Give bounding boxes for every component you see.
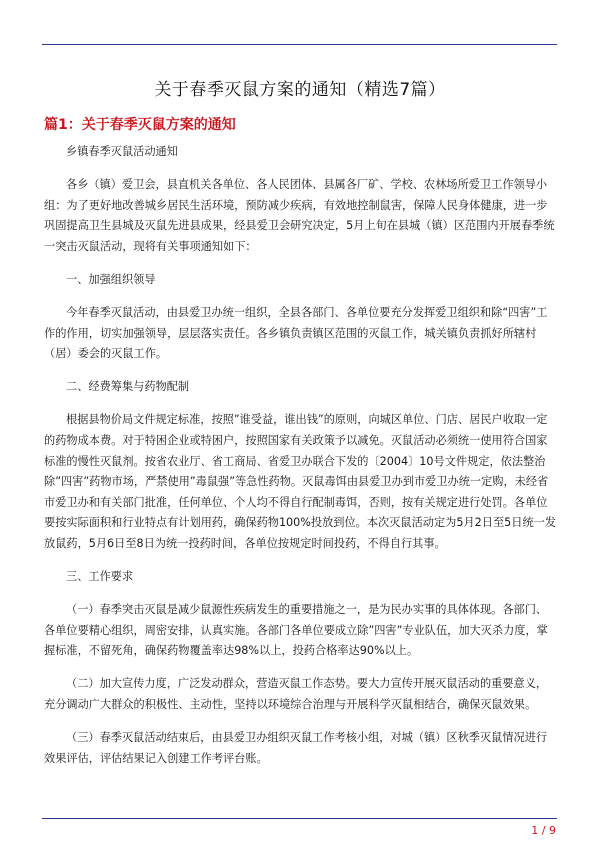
- heading-organization: 一、加强组织领导: [66, 272, 156, 286]
- footer-rule: [42, 818, 557, 819]
- heading-requirements: 三、工作要求: [66, 570, 134, 584]
- paragraph-requirement-3: （三）春季灭鼠活动结束后，由县爱卫办组织灭鼠工作考核小组，对城（镇）区秋季灭鼠情况进行效果评估，评估结果记入创建工作考评台账。: [44, 731, 548, 765]
- notice-heading: 乡镇春季灭鼠活动通知: [66, 145, 178, 158]
- header-rule: [42, 44, 557, 45]
- document-title: 关于春季灭鼠方案的通知（精选7篇）: [154, 80, 446, 100]
- paragraph-intro: 各乡（镇）爱卫会，县直机关各单位、各人民团体、县属各厂矿、学校、农林场所爱卫工作领导小组：为了更好地改善城乡居民生活环境，预防减少疾病，有效地控制鼠害，保障人民身体健康，进一步巩固提高卫生县城及灭鼠先进县成果，经县爱卫会研究决定，5月上旬在县城（镇）区范围内开展春季统一突击灭鼠活动，现将有关事项通知如下：: [44, 178, 555, 253]
- paragraph-funding: 根据县物价局文件规定标准，按照”谁受益，谁出钱”的原则，向城区单位、门店、居民户收取一定的药物成本费。对于特困企业或特困户，按照国家有关政策予以减免。灭鼠活动必须统一使用符合国家标准的慢性灭鼠剂。按省农业厅、省工商局、省爱卫办联合下发的〔2004〕10号文件规定，依法整治除”四害”药物市场，严禁使用”毒鼠强”等急性药物。灭鼠毒饵由县爱卫办到市爱卫办统一定购，未经省市爱卫办和有关部门批准，任何单位、个人均不得自行配制毒饵，否则，按有关规定进行处罚。各单位要按实际面积和行业特点有计划用药，确保药物100%投放到位。本次灭鼠活动定为5月2日至5日统一发放鼠药，5月6日至8日为统一投药时间，各单位按规定时间投药，不得自行其事。: [44, 413, 557, 550]
- page-number: 1 / 9: [531, 824, 556, 837]
- section-title: 篇1：关于春季灭鼠方案的通知: [44, 117, 236, 133]
- paragraph-requirement-1: （一）春季突击灭鼠是减少鼠源性疾病发生的重要措施之一，是为民办实事的具体体现。各部门、各单位要精心组织，周密安排，认真实施。各部门各单位要成立除”四害”专业队伍，加大灭杀力度，掌握标准，不留死角，确保药物覆盖率达98%以上，投药合格率达90%以上。: [44, 603, 548, 658]
- heading-funding: 二、经费筹集与药物配制: [66, 380, 190, 394]
- paragraph-requirement-2: （二）加大宣传力度，广泛发动群众，营造灭鼠工作态势。要大力宣传开展灭鼠活动的重要意义，充分调动广大群众的积极性、主动性，坚持以环境综合治理与开展科学灭鼠相结合，确保灭鼠效果。: [44, 677, 548, 712]
- document-body: [44, 142, 557, 782]
- paragraph-organization: 今年春季灭鼠活动，由县爱卫办统一组织，全县各部门、各单位要充分发挥爱卫组织和除“四害”工作的作用，切实加强领导，层层落实责任。各乡镇负责镇区范围的灭鼠工作，城关镇负责抓好所辖村（居）委会的灭鼠工作。: [44, 306, 548, 361]
